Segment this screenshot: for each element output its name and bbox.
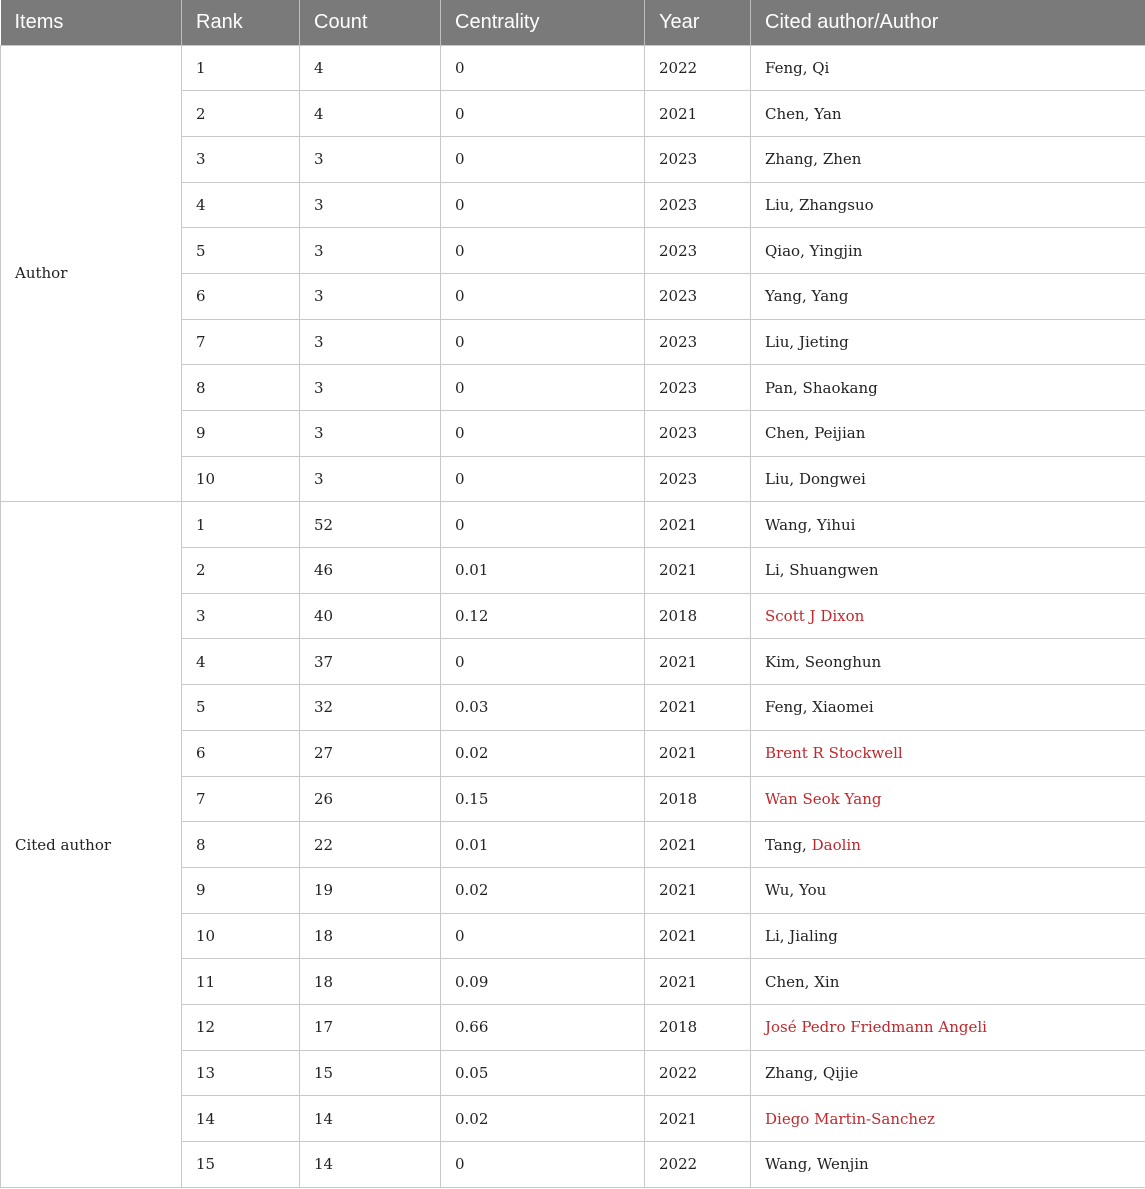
centrality-cell: 0 [441,1142,645,1188]
count-cell: 3 [300,136,441,182]
rank-cell: 4 [182,182,300,228]
author-name: Li, Jialing [765,926,838,945]
count-cell: 3 [300,319,441,365]
author-name-cell [751,548,1145,594]
year-cell: 2022 [645,45,751,91]
author-name: Chen, Peijian [765,424,866,443]
author-name: Wang, Wenjin [765,1155,869,1174]
rank-cell: 10 [182,456,300,502]
year-cell: 2018 [645,1004,751,1050]
header-count: Count [300,0,441,45]
centrality-cell: 0.05 [441,1050,645,1096]
year-cell: 2021 [645,91,751,137]
author-name: Zhang, Qijie [765,1063,859,1082]
year-cell: 2021 [645,685,751,731]
count-cell: 3 [300,182,441,228]
author-name: Wu, You [765,881,827,900]
rank-cell: 9 [182,411,300,457]
author-name-cell [751,228,1145,274]
year-cell: 2021 [645,502,751,548]
author-name: Liu, Zhangsuo [765,195,874,214]
author-name: Li, Shuangwen [765,561,879,580]
count-cell: 22 [300,822,441,868]
year-cell: 2021 [645,959,751,1005]
year-cell: 2023 [645,136,751,182]
author-name: Feng, Qi [765,58,830,77]
author-name-cell [751,776,1145,822]
author-name-cell [751,685,1145,731]
count-cell: 4 [300,45,441,91]
count-cell: 17 [300,1004,441,1050]
centrality-cell: 0.02 [441,730,645,776]
author-name: Yang, Yang [765,287,849,306]
year-cell: 2018 [645,776,751,822]
rank-cell: 8 [182,822,300,868]
author-name-cell [751,456,1145,502]
author-name: Feng, Xiaomei [765,698,874,717]
header-year: Year [645,0,751,45]
rank-cell: 9 [182,867,300,913]
year-cell: 2023 [645,365,751,411]
author-name-cell [751,319,1145,365]
table-row [1,502,1145,548]
rank-cell: 2 [182,91,300,137]
rank-cell: 15 [182,1142,300,1188]
count-cell: 19 [300,867,441,913]
rank-cell: 3 [182,593,300,639]
rank-cell: 3 [182,136,300,182]
centrality-cell: 0.03 [441,685,645,731]
rank-cell: 1 [182,45,300,91]
centrality-cell: 0 [441,45,645,91]
author-name-cell [751,273,1145,319]
rank-cell: 6 [182,730,300,776]
author-name-cell [751,1050,1145,1096]
rank-cell: 4 [182,639,300,685]
centrality-cell: 0 [441,411,645,457]
author-name: Liu, Jieting [765,332,849,351]
header-rank: Rank [182,0,300,45]
year-cell: 2021 [645,639,751,685]
count-cell: 52 [300,502,441,548]
centrality-cell: 0 [441,136,645,182]
rank-cell: 10 [182,913,300,959]
year-cell: 2018 [645,593,751,639]
author-name-cell [751,959,1145,1005]
count-cell: 3 [300,456,441,502]
centrality-cell: 0.66 [441,1004,645,1050]
count-cell: 37 [300,639,441,685]
centrality-cell: 0 [441,456,645,502]
author-name-cell [751,365,1145,411]
year-cell: 2023 [645,228,751,274]
year-cell: 2021 [645,548,751,594]
author-name-cell [751,867,1145,913]
centrality-cell: 0.01 [441,822,645,868]
author-name-highlight: Daolin [811,835,861,854]
count-cell: 26 [300,776,441,822]
centrality-cell: 0 [441,319,645,365]
header-items: Items [1,0,182,45]
count-cell: 32 [300,685,441,731]
year-cell: 2021 [645,867,751,913]
year-cell: 2021 [645,913,751,959]
centrality-cell: 0 [441,273,645,319]
header-centrality: Centrality [441,0,645,45]
count-cell: 18 [300,913,441,959]
rank-cell: 2 [182,548,300,594]
header-row [1,0,1145,45]
count-cell: 3 [300,365,441,411]
centrality-cell: 0.02 [441,867,645,913]
author-name-cell [751,593,1145,639]
count-cell: 46 [300,548,441,594]
author-name-cell [751,91,1145,137]
author-name-cell [751,730,1145,776]
author-name: Pan, Shaokang [765,378,878,397]
table-row [1,45,1145,91]
year-cell: 2023 [645,273,751,319]
count-cell: 15 [300,1050,441,1096]
author-name-cell [751,822,1145,868]
centrality-cell: 0 [441,182,645,228]
rank-cell: 12 [182,1004,300,1050]
centrality-cell: 0 [441,365,645,411]
author-name: Wang, Yihui [765,515,856,534]
year-cell: 2023 [645,182,751,228]
count-cell: 4 [300,91,441,137]
year-cell: 2021 [645,1096,751,1142]
author-name-cell [751,913,1145,959]
author-name: Kim, Seonghun [765,652,882,671]
author-name: Chen, Yan [765,104,842,123]
author-name: Zhang, Zhen [765,150,862,169]
year-cell: 2021 [645,730,751,776]
year-cell: 2023 [645,456,751,502]
centrality-cell: 0 [441,91,645,137]
centrality-cell: 0.09 [441,959,645,1005]
year-cell: 2022 [645,1142,751,1188]
rank-cell: 6 [182,273,300,319]
centrality-cell: 0 [441,502,645,548]
centrality-cell: 0.01 [441,548,645,594]
author-name: José Pedro Friedmann Angeli [765,1018,987,1037]
author-name-cell [751,502,1145,548]
group-label: Author [1,45,182,502]
author-name-cell [751,1096,1145,1142]
author-name-cell [751,639,1145,685]
author-name-cell [751,411,1145,457]
centrality-cell: 0.15 [441,776,645,822]
author-name-cell [751,45,1145,91]
author-name: Qiao, Yingjin [765,241,863,260]
count-cell: 27 [300,730,441,776]
centrality-cell: 0.12 [441,593,645,639]
author-name: Tang, [765,835,812,854]
centrality-cell: 0 [441,913,645,959]
author-name: Liu, Dongwei [765,470,866,489]
rank-cell: 14 [182,1096,300,1142]
centrality-cell: 0.02 [441,1096,645,1142]
table-body [1,45,1145,1187]
rank-cell: 13 [182,1050,300,1096]
author-name: Wan Seok Yang [765,789,882,808]
count-cell: 14 [300,1096,441,1142]
header-cited-author: Cited author/Author [751,0,1145,45]
rank-cell: 11 [182,959,300,1005]
rank-cell: 7 [182,776,300,822]
count-cell: 14 [300,1142,441,1188]
count-cell: 3 [300,411,441,457]
count-cell: 40 [300,593,441,639]
author-name: Diego Martin-Sanchez [765,1109,935,1128]
centrality-cell: 0 [441,228,645,274]
year-cell: 2023 [645,411,751,457]
author-name-cell [751,182,1145,228]
author-name-cell [751,136,1145,182]
year-cell: 2021 [645,822,751,868]
author-name: Scott J Dixon [765,607,865,626]
rank-cell: 5 [182,228,300,274]
count-cell: 18 [300,959,441,1005]
rank-cell: 5 [182,685,300,731]
rank-cell: 1 [182,502,300,548]
count-cell: 3 [300,228,441,274]
group-label: Cited author [1,502,182,1187]
count-cell: 3 [300,273,441,319]
year-cell: 2023 [645,319,751,365]
rank-cell: 7 [182,319,300,365]
author-name-cell [751,1004,1145,1050]
rank-cell: 8 [182,365,300,411]
year-cell: 2022 [645,1050,751,1096]
author-name-cell [751,1142,1145,1188]
centrality-cell: 0 [441,639,645,685]
author-name: Chen, Xin [765,972,840,991]
author-name: Brent R Stockwell [765,744,903,763]
